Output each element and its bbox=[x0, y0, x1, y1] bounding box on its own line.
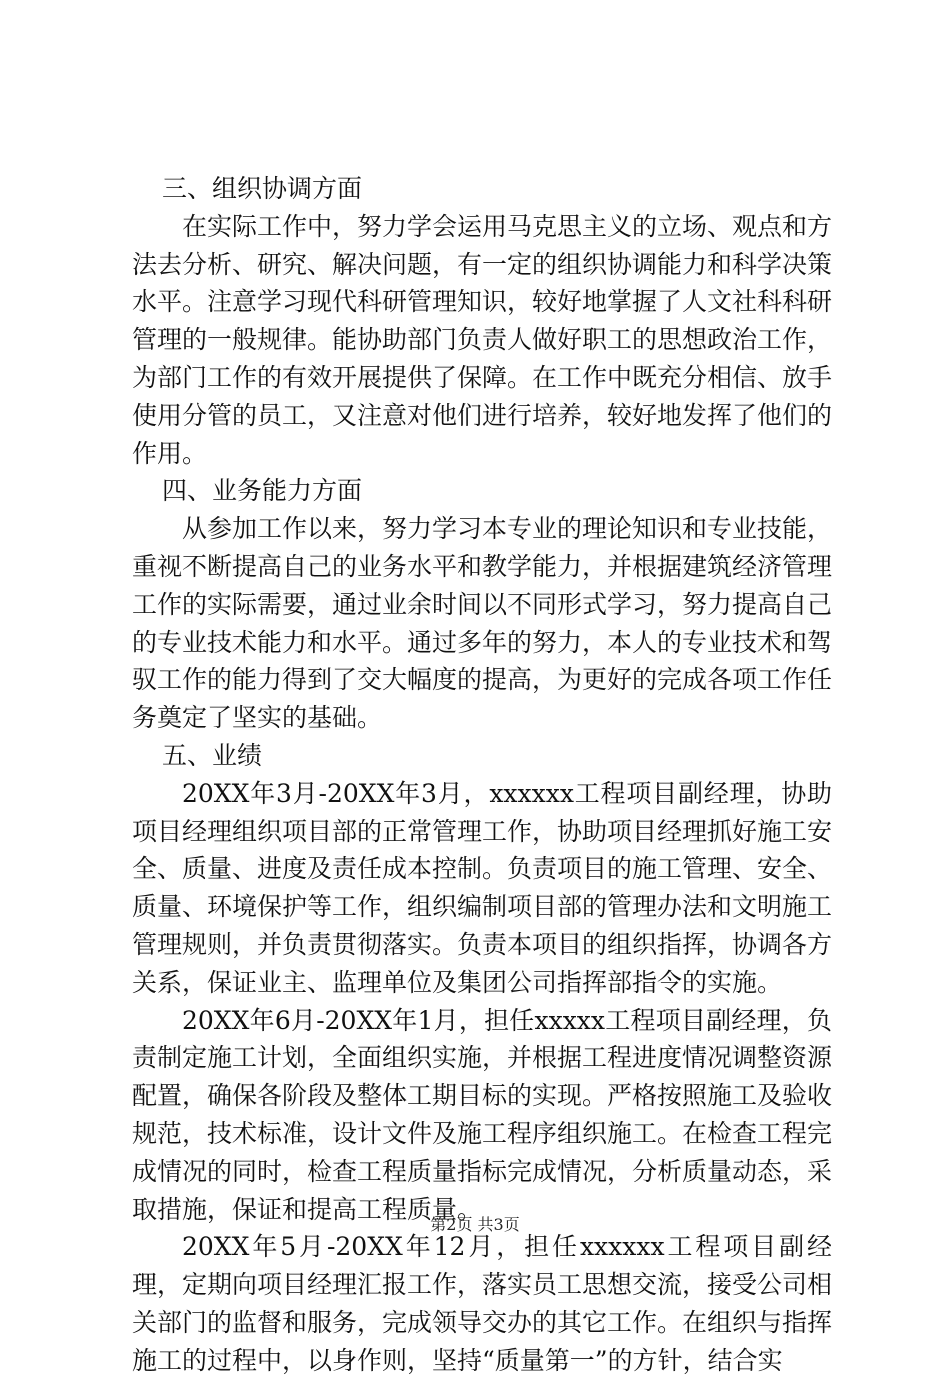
section-heading-business-ability: 四、业务能力方面 bbox=[162, 476, 363, 506]
paragraph-achievement-1: 20XX年3月-20XX年3月，xxxxxx工程项目副经理，协助项目经理组织项目部的正常管理工作，协助项目经理抓好施工安全、质量、进度及责任成本控制。负责项目的施工管理、安全、质量、环境保护等工作，组织编制项目部的管理办法和文明施工管理规则，并负责贯彻落实。负责本项目的组织指挥，协调各方关系，保证业主、监理单位及集团公司指挥部指令的实施。 bbox=[132, 778, 833, 997]
page-footer: 第2页 共3页 bbox=[430, 1215, 520, 1234]
section-heading-achievements: 五、业绩 bbox=[162, 740, 263, 770]
document-body bbox=[132, 170, 832, 1380]
paragraph-business-ability: 从参加工作以来，努力学习本专业的理论知识和专业技能，重视不断提高自己的业务水平和教学能力，并根据建筑经济管理工作的实际需要，通过业余时间以不同形式学习，努力提高自己的专业技术能力和水平。通过多年的努力，本人的专业技术和驾驭工作的能力得到了交大幅度的提高，为更好的完成各项工作任务奠定了坚实的基础。 bbox=[132, 514, 833, 733]
paragraph-achievement-3: 20XX年5月-20XX年12月，担任xxxxxx工程项目副经理，定期向项目经理汇报工作，落实员工思想交流，接受公司相关部门的监督和服务，完成领导交办的其它工作。在组织与指挥施工的过程中，以身作则，坚持“质量第一”的方针，结合实 bbox=[132, 1232, 833, 1375]
paragraph-organization: 在实际工作中，努力学会运用马克思主义的立场、观点和方法去分析、研究、解决问题，有一定的组织协调能力和科学决策水平。注意学习现代科研管理知识，较好地掌握了人文社科科研管理的一般规律。能协助部门负责人做好职工的思想政治工作，为部门工作的有效开展提供了保障。在工作中既充分相信、放手使用分管的员工，又注意对他们进行培养，较好地发挥了他们的作用。 bbox=[132, 211, 833, 468]
section-heading-organization: 三、组织协调方面 bbox=[162, 174, 363, 203]
paragraph-achievement-2: 20XX年6月-20XX年1月，担任xxxxx工程项目副经理，负责制定施工计划，全面组织实施，并根据工程进度情况调整资源配置，确保各阶段及整体工期目标的实现。严格按照施工及验收规范，技术标准，设计文件及施工程序组织施工。在检查工程完成情况的同时，检查工程质量指标完成情况，分析质量动态，采取措施，保证和提高工程质量。 bbox=[132, 1005, 833, 1224]
